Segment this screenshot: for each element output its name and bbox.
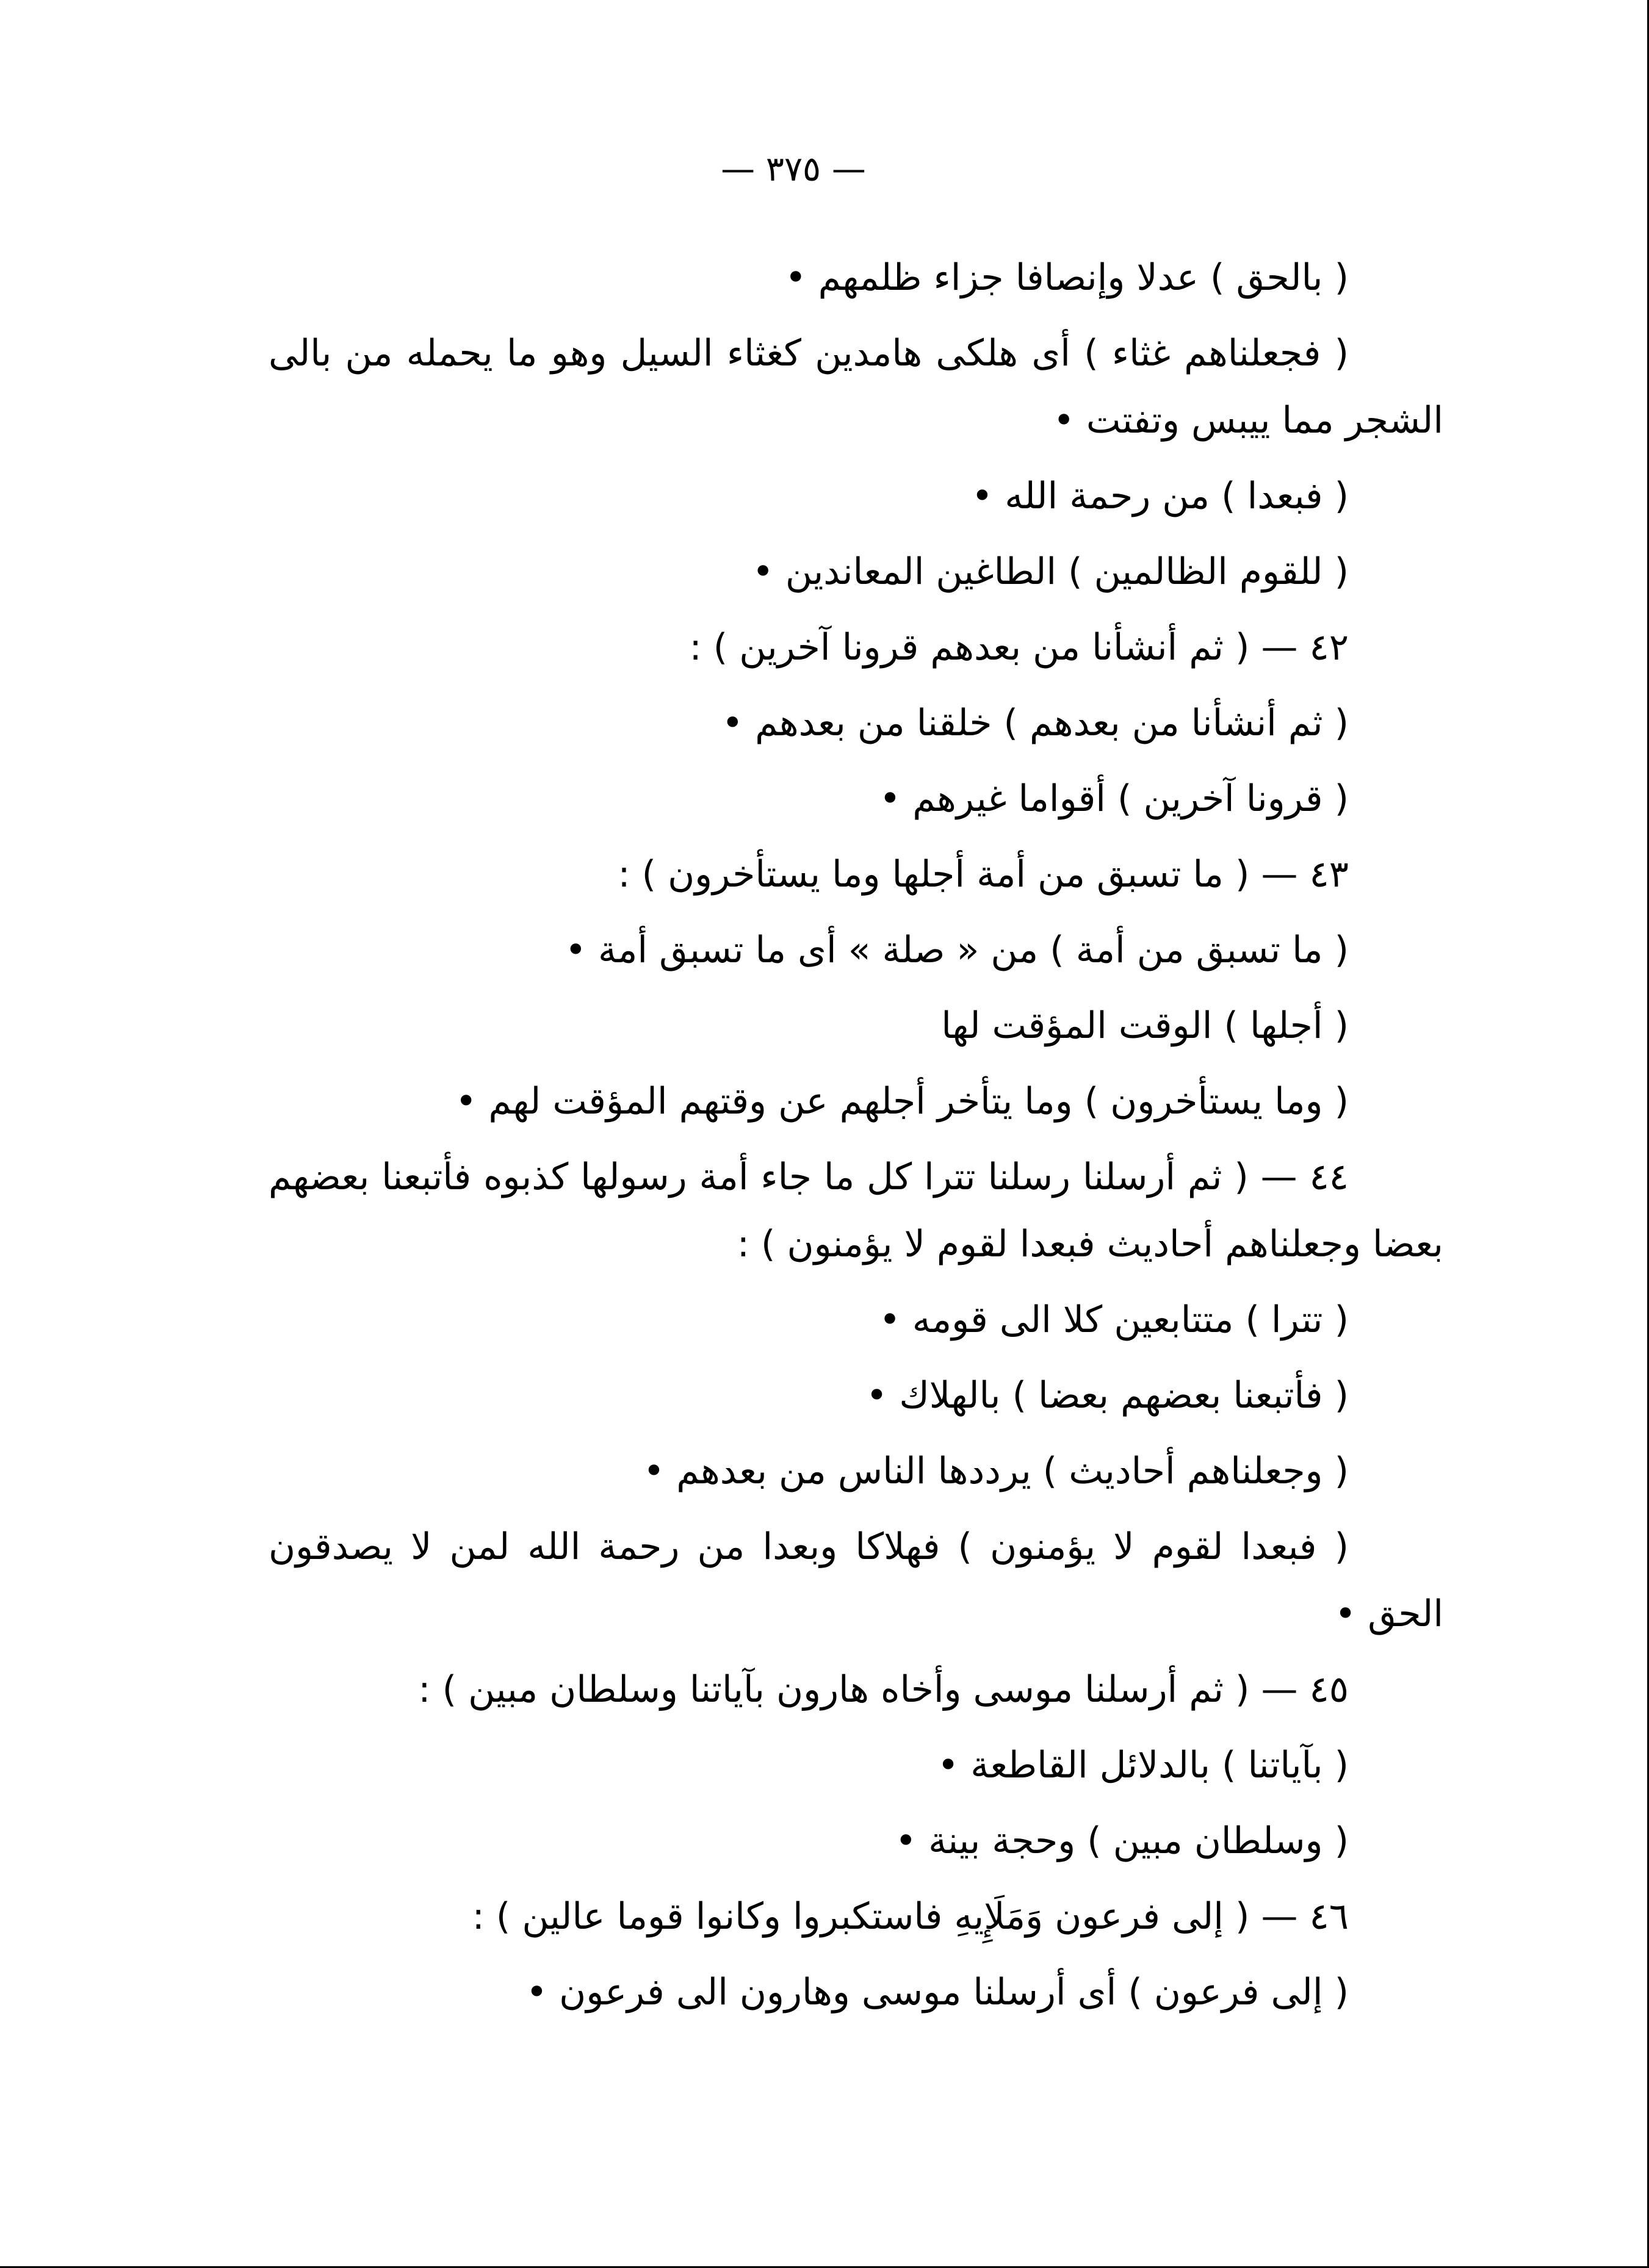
paragraph: ( فأتبعنا بعضهم بعضا ) بالهلاك •	[865, 1374, 1349, 1417]
paragraph: ( تترا ) متتابعين كلا الى قومه •	[879, 1298, 1349, 1341]
paragraph: ( أجلها ) الوقت المؤقت لها	[941, 1004, 1349, 1047]
paragraph: ( وسلطان مبين ) وحجة بينة •	[895, 1820, 1349, 1862]
paragraph: ( ما تسبق من أمة ) من « صلة » أى ما تسبق أمة •	[565, 929, 1349, 971]
paragraph: ( إلى فرعون ) أى أرسلنا موسى وهارون الى فرعون •	[525, 1971, 1349, 2014]
paragraph: ( وما يستأخرون ) وما يتأخر أجلهم عن وقتهم المؤقت لهم •	[455, 1080, 1349, 1123]
body-text	[269, 244, 1443, 2034]
verse-heading: ٤٣ — ( ما تسبق من أمة أجلها وما يستأخرون ) :	[618, 853, 1349, 896]
paragraph: ( وجعلناهم أحاديث ) يرددها الناس من بعدهم •	[643, 1450, 1349, 1492]
page-number: — ٣٧٥ —	[721, 149, 866, 189]
paragraph: ( قرونا آخرين ) أقواما غيرهم •	[879, 777, 1349, 820]
verse-heading: ٤٥ — ( ثم أرسلنا موسى وأخاه هارون بآياتنا وسلطان مبين ) :	[418, 1668, 1349, 1711]
paragraph: ( فجعلناهم غثاء ) أى هلكى هامدين كغثاء السيل وهو ما يحمله من بالى الشجر مما ييبس وتفتت •	[269, 332, 1443, 442]
paragraph: ( فبعدا ) من رحمة الله •	[971, 475, 1349, 517]
verse-heading: ٤٦ — ( إلى فرعون وَمَلَإِيهِ فاستكبروا وكانوا قوما عالين ) :	[472, 1895, 1349, 1938]
paragraph: ( بالحق ) عدلا وإنصافا جزاء ظلمهم •	[785, 256, 1349, 299]
verse-heading: ٤٤ — ( ثم أرسلنا رسلنا تترا كل ما جاء أمة رسولها كذبوه فأتبعنا بعضهم بعضا وجعلناهم أحاديث فبعدا لقوم لا يؤمنون ) :	[269, 1156, 1443, 1265]
paragraph: ( فبعدا لقوم لا يؤمنون ) فهلاكا وبعدا من رحمة الله لمن لا يصدقون الحق •	[269, 1525, 1443, 1635]
paragraph: ( للقوم الظالمين ) الطاغين المعاندين •	[752, 550, 1349, 593]
verse-heading: ٤٢ — ( ثم أنشأنا من بعدهم قرونا آخرين ) :	[689, 626, 1349, 669]
paragraph: ( بآياتنا ) بالدلائل القاطعة •	[937, 1744, 1349, 1787]
paragraph: ( ثم أنشأنا من بعدهم ) خلقنا من بعدهم •	[721, 702, 1349, 744]
